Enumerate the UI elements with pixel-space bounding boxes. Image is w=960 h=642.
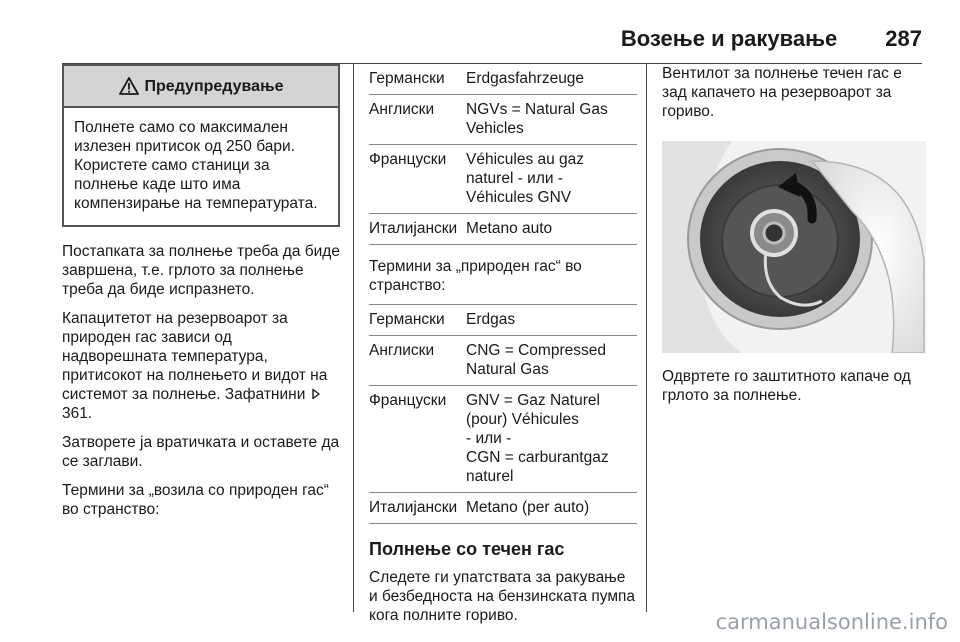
paragraph: Термини за „возила со природен гас“ во странство: [62,482,329,518]
paragraph: Затворете ја вратичката и оставете да се заглави. [62,434,340,470]
term-cell: CNG = Compressed Natural Gas [466,342,606,378]
term-cell: Erdgasfahrzeuge [466,70,585,87]
table-row [369,386,637,493]
column-3 [662,64,926,415]
paragraph: Следете ги упатствата за ракување и безбедноста на бензинската пумпа кога полните гориво. [369,569,636,624]
table-row [369,493,637,524]
page-reference[interactable]: 361. [62,405,93,422]
table-row [369,214,637,245]
section-heading: Полнење со течен гас [369,539,565,559]
language-cell: Англиски [369,342,435,359]
page-header [0,26,922,56]
terms-table-gas [369,304,637,524]
term-cell: Erdgas [466,311,516,328]
term-cell: Véhicules au gaz naturel - или - Véhicules GNV [466,151,585,206]
column-divider-1 [353,64,354,612]
table-row [369,336,637,386]
warning-header [64,66,338,108]
paragraph-capacity [62,309,340,423]
column-1 [62,64,340,529]
warning-box [62,64,340,227]
term-cell: Metano (per auto) [466,499,590,516]
warning-title: Предупредување [144,77,284,95]
terms-table-vehicles [369,64,637,245]
paragraph: Постапката за полнење треба да биде завршена, т.е. грлото за полнење треба да биде испразнето. [62,243,340,298]
term-cell: Metano auto [466,220,553,237]
term-cell: GNV = Gaz Naturel (pour) Véhicules - или - CGN = carburantgaz naturel [466,392,609,485]
column-divider-2 [646,64,647,612]
table-intro: Термини за „природен гас“ во странство: [369,258,582,294]
language-cell: Француски [369,151,447,168]
watermark: carmanualsonline.info [715,610,948,634]
language-cell: Германски [369,70,445,87]
table-row [369,145,637,214]
fuel-filler-drawing [662,141,926,353]
language-cell: Француски [369,392,447,409]
figure-caption: Одвртете го заштитното капаче од грлото за полнење. [662,368,911,404]
table-row [369,64,637,95]
term-cell: NGVs = Natural Gas Vehicles [466,101,608,137]
page-reference-arrow-icon [310,388,322,400]
warning-text: Полнете само со максимален излезен притисок од 250 бари. Користете само станици за полнење каде што има компензирање на температурата. [74,119,318,212]
fuel-filler-illustration [662,141,926,353]
column-2 [369,64,637,635]
table-row [369,304,637,336]
chapter-title: Возење и ракување [620,26,838,51]
paragraph: Вентилот за полнење течен гас е зад капачето на резервоарот за гориво. [662,65,902,120]
language-cell: Италијански [369,499,458,516]
language-cell: Германски [369,311,445,328]
page-number: 287 [885,26,922,51]
paragraph-text: Капацитетот на резервоарот за природен гас зависи од надворешната температура, притисокот на полнењето и видот на системот за полнење. Зафатнини [62,310,328,403]
language-cell: Англиски [369,101,435,118]
table-row [369,95,637,145]
language-cell: Италијански [369,220,458,237]
warning-triangle-icon [119,77,139,95]
